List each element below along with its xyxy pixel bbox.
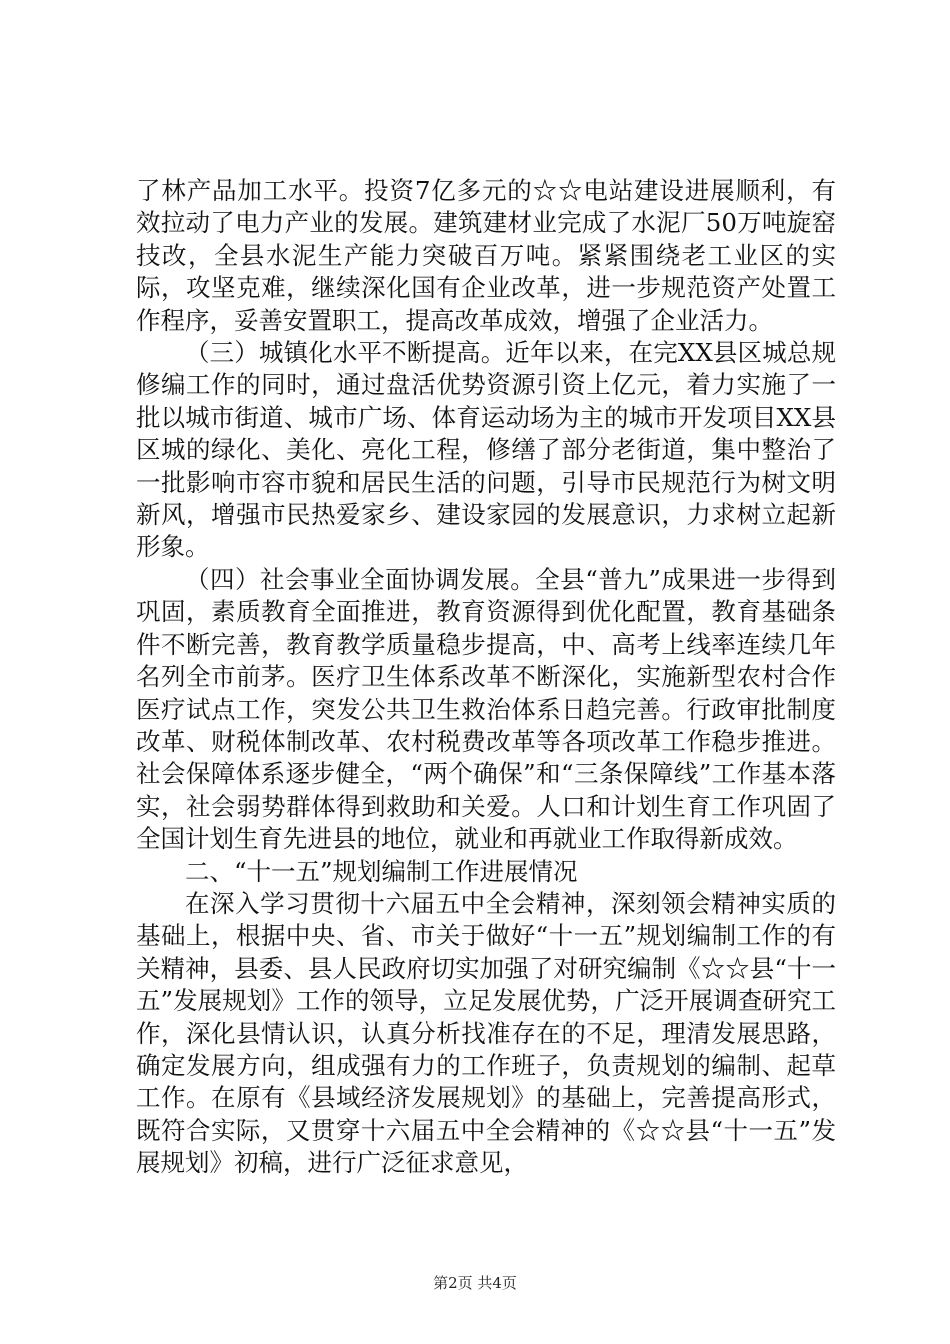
paragraph-continuation: 了林产品加工水平。投资7亿多元的☆☆电站建设进展顺利，有效拉动了电力产业的发展。建筑建材业完成了水泥厂50万吨旋窑技改，全县水泥生产能力突破百万吨。紧紧围绕老工业区的实际，攻坚克难，继续深化国有企业改革，进一步规范资产处置工作程序，妥善安置职工，提高改革成效，增强了企业活力。: [136, 176, 836, 335]
document-body: [136, 175, 836, 1180]
paragraph-planning: 在深入学习贯彻十六届五中全会精神，深刻领会精神实质的基础上，根据中央、省、市关于做好“十一五”规划编制工作的有关精神，县委、县人民政府切实加强了对研究编制《☆☆县“十一五”发展规划》工作的领导，立足发展优势，广泛开展调查研究工作，深化县情认识，认真分析找准存在的不足，理清发展思路，确定发展方向，组成强有力的工作班子，负责规划的编制、起草工作。在原有《县域经济发展规划》的基础上，完善提高形式，既符合实际，又贯穿十六届五中全会精神的《☆☆县“十一五”发展规划》初稿，进行广泛征求意见，: [136, 888, 836, 1178]
paragraph-urbanization: （三）城镇化水平不断提高。近年以来，在完XX县区城总规修编工作的同时，通过盘活优势资源引资上亿元，着力实施了一批以城市街道、城市广场、体育运动场为主的城市开发项目XX县区城的绿化、美化、亮化工程，修缮了部分老街道，集中整治了一批影响市容市貌和居民生活的问题，引导市民规范行为树文明新风，增强市民热爱家乡、建设家园的发展意识，力求树立起新形象。: [136, 338, 836, 562]
paragraph-social-affairs: （四）社会事业全面协调发展。全县“普九”成果进一步得到巩固，素质教育全面推进，教育资源得到优化配置，教育基础条件不断完善，教育教学质量稳步提高，中、高考上线率连续几年名列全市前茅。医疗卫生体系改革不断深化，实施新型农村合作医疗试点工作，突发公共卫生救治体系日趋完善。行政审批制度改革、财税体制改革、农村税费改革等各项改革工作稳步推进。社会保障体系逐步健全，“两个确保”和“三条保障线”工作基本落实，社会弱势群体得到救助和关爱。人口和计划生育工作巩固了全国计划生育先进县的地位，就业和再就业工作取得新成效。: [136, 564, 836, 854]
section-heading: 二、“十一五”规划编制工作进展情况: [185, 856, 578, 886]
page-footer: 第2页 共4页: [433, 1274, 517, 1292]
